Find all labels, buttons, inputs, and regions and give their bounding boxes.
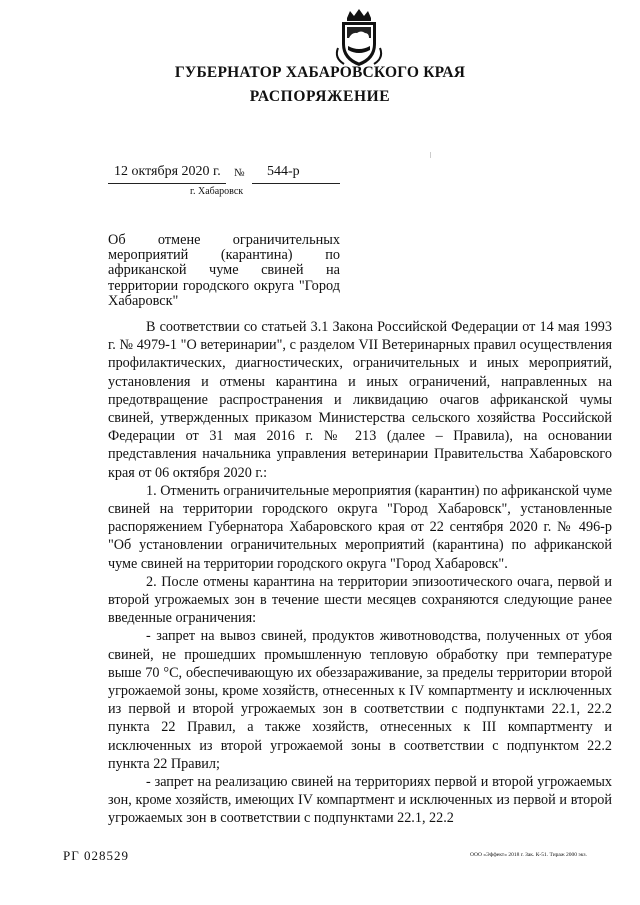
- document-subject: Об отмене ограничительных мероприятий (карантина) по африканской чуме свиней на территории городского округа "Город Хабаровск": [108, 232, 340, 309]
- paragraph-restriction-2: - запрет на реализацию свиней на территориях первой и второй угрожаемых зон, кроме хозяйств, имеющих IV компартмент и исключенных из первой и второй угрожаемых зон в соответствии с подпунктами 22.1, 22.2: [108, 774, 612, 827]
- document-type: РАСПОРЯЖЕНИЕ: [249, 88, 391, 105]
- date-underline: [108, 183, 226, 184]
- document-body: [108, 318, 612, 828]
- print-info: ООО «Эффект» 2018 г. Зак. К-51. Тираж 2000 экз.: [470, 852, 587, 858]
- form-serial-number: РГ 028529: [63, 848, 129, 863]
- paragraph-item-2: 2. После отмены карантина на территории эпизоотического очага, первой и второй угрожаемых зон в течение шести месяцев сохраняются следующие ранее введенные ограничения:: [108, 573, 612, 627]
- coat-of-arms-icon: [330, 8, 388, 70]
- scan-mark: [430, 152, 431, 158]
- document-city: г. Хабаровск: [190, 186, 244, 197]
- number-label: №: [234, 167, 245, 179]
- paragraph-item-1: 1. Отменить ограничительные мероприятия (карантин) по африканской чуме свиней на территории городского округа "Город Хабаровск", установленные распоряжением Губернатора Хабаровского края от 22 сентября 2020 г. № 496-р "Об установлении ограничительных мероприятий (карантина) по африканской чуме свиней на территории городского округа "Город Хабаровск".: [108, 482, 613, 572]
- document-title: ГУБЕРНАТОР ХАБАРОВСКОГО КРАЯ: [174, 64, 466, 81]
- paragraph-preamble: В соответствии со статьей 3.1 Закона Российской Федерации от 14 мая 1993 г. № 4979-1 "О ветеринарии", с разделом VII Ветеринарных правил осуществления профилактических, диагностических, ограничительных и иных мероприятий, установления и отмены карантина и иных ограничений, направленных на предотвращение распространения и ликвидацию очагов африканской чумы свиней, утвержденных приказом Министерства сельского хозяйства Российской Федерации от 31 мая 2016 г. № 213 (далее – Правила), на основании представления начальника управления ветеринарии Правительства Хабаровского края от 06 октября 2020 г.:: [108, 319, 612, 481]
- document-number: 544-р: [267, 164, 300, 179]
- paragraph-restriction-1: - запрет на вывоз свиней, продуктов животноводства, полученных от убоя свиней, не прошедших промышленную тепловую обработку при температуре выше 70 °С, обеспечивающую их обеззараживание, за пределы территории второй угрожаемой зоны, кроме хозяйств, отнесенных к IV компартменту и исключенных из первой и второй угрожаемых зон в соответствии с подпунктами 22.1, 22.2 пункта 22 Правил, а также хозяйств, отнесенных к III компартменту и исключенных из второй угрожаемой зоны в соответствии с подпунктом 22.2 пункта 22 Правил;: [108, 628, 612, 772]
- number-underline: [252, 183, 340, 184]
- document-date: 12 октября 2020 г.: [114, 164, 221, 179]
- date-number-line: [108, 164, 340, 184]
